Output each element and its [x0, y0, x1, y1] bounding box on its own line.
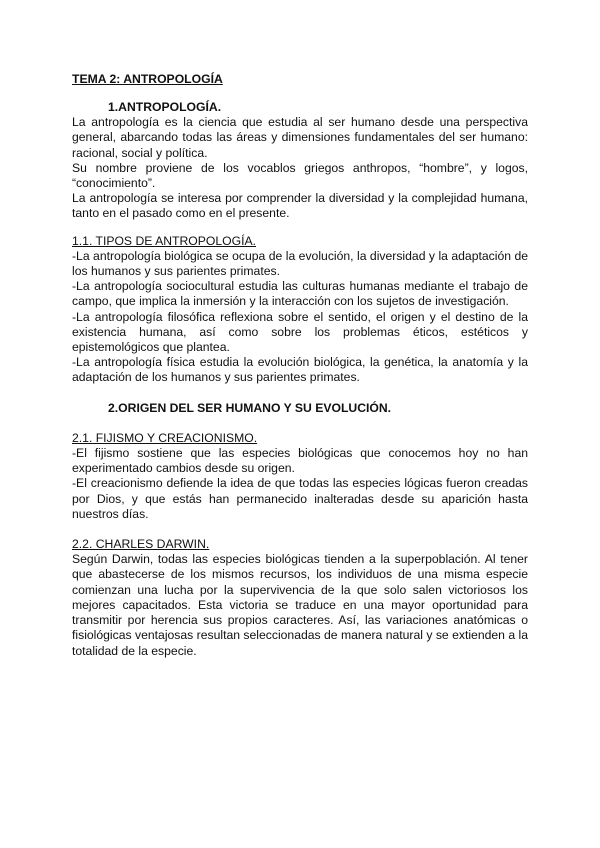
section-2-heading: 2.ORIGEN DEL SER HUMANO Y SU EVOLUCIÓN. — [108, 400, 392, 415]
document-page — [72, 72, 528, 659]
section-1-paragraph: Su nombre proviene de los vocablos griegos anthropos, “hombre”, y logos, “conocimiento”. — [72, 160, 528, 191]
subsection-2-2-heading: 2.2. CHARLES DARWIN. — [72, 537, 210, 552]
subsection-1-1-heading: 1.1. TIPOS DE ANTROPOLOGÍA. — [72, 233, 256, 248]
list-item: -El creacionismo defiende la idea de que todas las especies lógicas fueron creadas por Dios, y que estás han permanecido inalteradas desde su aparición hasta nuestros días. — [72, 476, 528, 521]
document-title: TEMA 2: ANTROPOLOGÍA — [72, 72, 223, 86]
list-item: -La antropología física estudia la evolución biológica, la genética, la anatomía y la adaptación de los humanos y sus parientes primates. — [72, 355, 528, 385]
section-1-paragraph: La antropología se interesa por comprender la diversidad y la complejidad humana, tanto en el pasado como en el presente. — [72, 191, 528, 221]
section-2-2-paragraph: Según Darwin, todas las especies biológicas tienden a la superpoblación. Al tener que abastecerse de los mismos recursos, los individuos de una misma especie comienzan una lucha por la supervivencia de la que solo salen victoriosos los mejores capacitados. Esta victoria se traduce en una mayor oportunidad para transmitir por herencia sus propios caracteres. Así, las variaciones anatómicas o fisiológicas ventajosas resultan seleccionadas de manera natural y se extienden a la totalidad de la especie. — [72, 552, 528, 658]
subsection-2-1-heading: 2.1. FIJISMO Y CREACIONISMO. — [72, 430, 258, 445]
list-item: -La antropología biológica se ocupa de la evolución, la diversidad y la adaptación de los humanos y sus parientes primates. — [72, 248, 528, 279]
list-item: -El fijismo sostiene que las especies biológicas que conocemos hoy no han experimentado cambios desde su origen. — [72, 446, 528, 476]
list-item: -La antropología sociocultural estudia las culturas humanas mediante el trabajo de campo, que implica la inmersión y la interacción con los sujetos de investigación. — [72, 279, 528, 309]
list-item: -La antropología filosófica reflexiona sobre el sentido, el origen y el destino de la existencia humana, así como sobre los problemas éticos, estéticos y epistemológicos que plantea. — [72, 309, 528, 355]
section-1-heading: 1.ANTROPOLOGÍA. — [108, 100, 222, 114]
section-1-paragraph: La antropología es la ciencia que estudia al ser humano desde una perspectiva general, abarcando todas las áreas y dimensiones fundamentales del ser humano: racional, social y política. — [72, 115, 528, 160]
